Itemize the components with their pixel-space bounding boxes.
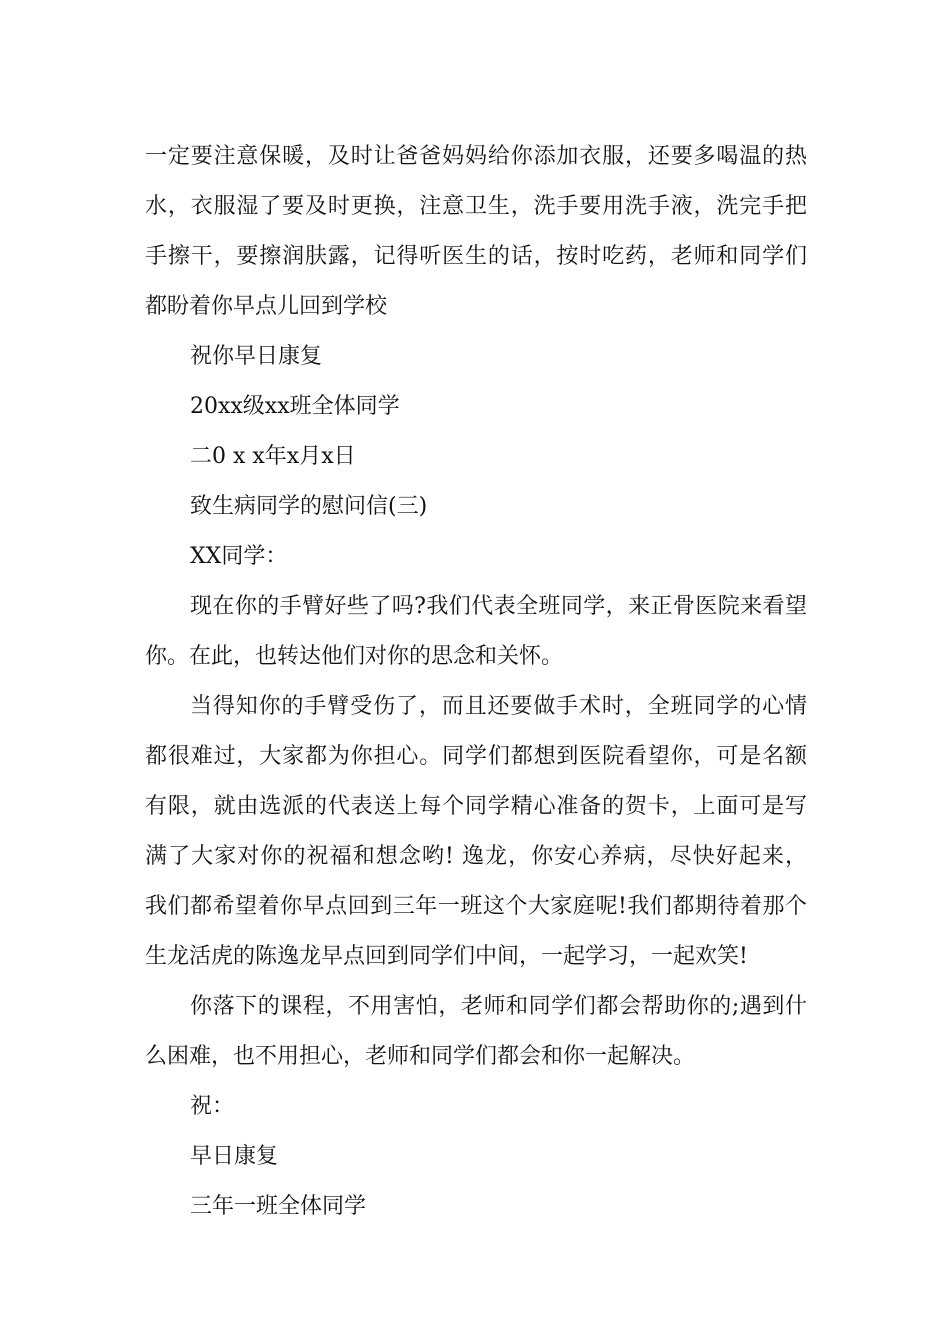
text-line: 你落下的课程，不用害怕，老师和同学们都会帮助你的;遇到什 xyxy=(190,994,807,1019)
signature: 20xx级xx班全体同学 xyxy=(190,394,400,419)
text-line: 当得知你的手臂受伤了，而且还要做手术时，全班同学的心情 xyxy=(190,694,807,719)
letter-title: 致生病同学的慰问信(三) xyxy=(190,494,428,519)
text-line: 现在你的手臂好些了吗?我们代表全班同学，来正骨医院来看望 xyxy=(190,594,807,619)
closing-wish: 祝你早日康复 xyxy=(190,344,323,369)
text-line: 都盼着你早点儿回到学校 xyxy=(145,294,388,319)
closing-salutation: 祝： xyxy=(190,1094,235,1119)
text-line: 一定要注意保暖，及时让爸爸妈妈给你添加衣服，还要多喝温的热 xyxy=(145,144,807,169)
salutation: XX同学： xyxy=(190,544,288,569)
date-line: 二0 x x年x月x日 xyxy=(190,444,356,469)
text-line: 手擦干，要擦润肤露，记得听医生的话，按时吃药，老师和同学们 xyxy=(145,244,807,269)
signature: 三年一班全体同学 xyxy=(190,1194,367,1219)
letter-body xyxy=(145,132,807,1232)
text-line: 我们都希望着你早点回到三年一班这个大家庭呢!我们都期待着那个 xyxy=(145,894,807,919)
text-line: 么困难，也不用担心，老师和同学们都会和你一起解决。 xyxy=(145,1044,696,1069)
text-line: 满了大家对你的祝福和想念哟! 逸龙，你安心养病，尽快好起来， xyxy=(145,844,807,869)
closing-wish: 早日康复 xyxy=(190,1144,279,1169)
text-line: 水，衣服湿了要及时更换，注意卫生，洗手要用洗手液，洗完手把 xyxy=(145,194,807,219)
text-line: 都很难过，大家都为你担心。同学们都想到医院看望你，可是名额 xyxy=(145,744,807,769)
text-line: 你。在此，也转达他们对你的思念和关怀。 xyxy=(145,644,564,669)
text-line: 有限，就由选派的代表送上每个同学精心准备的贺卡，上面可是写 xyxy=(145,794,807,819)
text-line: 生龙活虎的陈逸龙早点回到同学们中间，一起学习，一起欢笑! xyxy=(145,944,748,969)
